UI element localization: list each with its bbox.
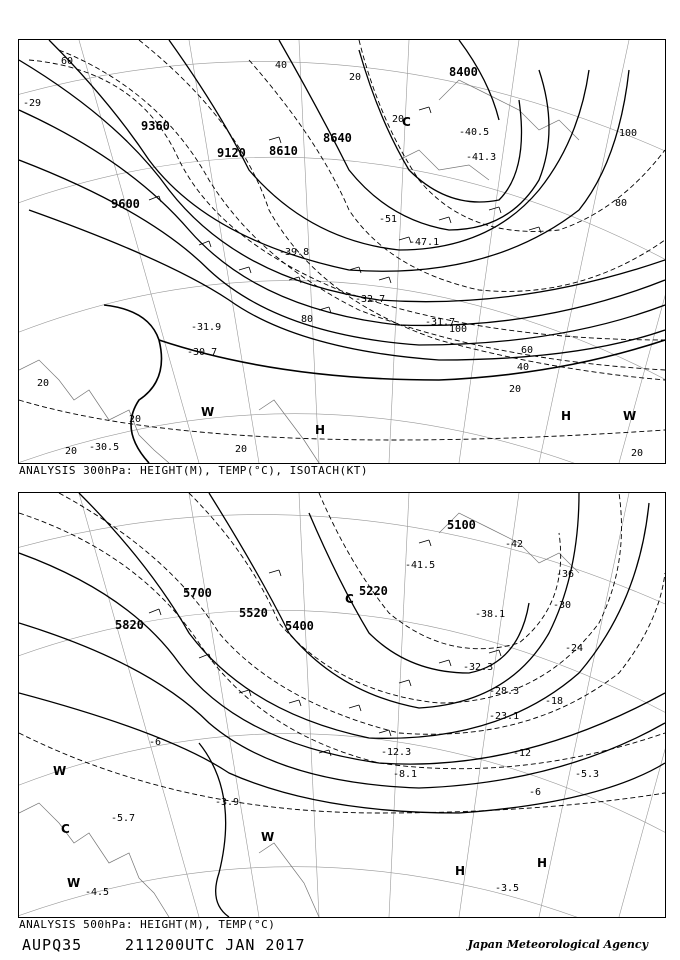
station-temp: -39.8 (279, 247, 310, 258)
panel-caption-500hpa: ANALYSIS 500hPa: HEIGHT(M), TEMP(°C) (19, 918, 276, 931)
station-temp: -41.5 (405, 560, 436, 571)
isotach-label: 20 (129, 414, 142, 425)
high-pressure-marker: H (561, 409, 572, 423)
station-temp: -32.3 (463, 662, 494, 673)
isotach-label: 40 (517, 362, 530, 373)
station-temp: -51 (379, 214, 398, 225)
chart-300hpa (18, 39, 666, 464)
isotach-label: 20 (37, 378, 50, 389)
station-temp: -29 (23, 98, 42, 109)
isotach-label: 80 (301, 314, 314, 325)
warm-marker: W (623, 409, 637, 423)
station-temp: -28.3 (489, 686, 520, 697)
height-label: 5220 (359, 584, 388, 598)
height-label: 5820 (115, 618, 144, 632)
station-temp: -38.1 (475, 609, 506, 620)
map-500hpa (19, 493, 665, 917)
station-temp: -23.1 (489, 711, 520, 722)
station-temp: -5.3 (575, 769, 600, 780)
station-temp: -30.5 (89, 442, 120, 453)
cold-marker: C (345, 592, 354, 606)
temp-label: -24 (565, 643, 584, 654)
warm-marker: W (53, 764, 67, 778)
temp-label: -30 (553, 600, 572, 611)
high-pressure-marker: H (455, 864, 466, 878)
height-label: 8640 (323, 131, 352, 145)
station-temp: -40.5 (459, 127, 490, 138)
isotach-label: 20 (235, 444, 248, 455)
isotach-label: 80 (615, 198, 628, 209)
graticule (19, 493, 665, 917)
height-label: 9120 (217, 146, 246, 160)
warm-marker: W (261, 830, 275, 844)
station-temp: -4.5 (85, 887, 110, 898)
warm-marker: W (67, 876, 81, 890)
temp-label: -36 (556, 569, 575, 580)
isotach-label: 40 (275, 60, 288, 71)
warm-marker: W (201, 405, 215, 419)
isotach-label: 60 (521, 345, 534, 356)
station-temp: -30.7 (187, 347, 218, 358)
station-temp: -8.1 (393, 769, 418, 780)
height-label: 9600 (111, 197, 140, 211)
temp-label: -12 (513, 748, 532, 759)
temp-label: -42 (505, 539, 524, 550)
temp-label: -6 (529, 787, 542, 798)
station-temp: -3.9 (215, 797, 240, 808)
high-pressure-marker: H (537, 856, 548, 870)
isotachs (19, 40, 665, 440)
panel-caption-300hpa: ANALYSIS 300hPa: HEIGHT(M), TEMP(°C), ISOTACH(KT) (19, 464, 369, 477)
station-temp: -47.1 (409, 237, 440, 248)
graticule (19, 40, 665, 463)
station-temp: -41.3 (466, 152, 497, 163)
chart-id: AUPQ35 (22, 936, 83, 954)
station-temp: -3.5 (495, 883, 520, 894)
temp-label: -6 (149, 737, 162, 748)
isotach-label: 20 (65, 446, 78, 457)
map-300hpa (19, 40, 665, 463)
station-temp: -32.7 (355, 294, 386, 305)
cold-marker: C (402, 115, 411, 129)
high-pressure-marker: H (315, 423, 326, 437)
station-temp: -12.3 (381, 747, 412, 758)
isotach-label: 20 (631, 448, 644, 459)
station-temp: -5.7 (111, 813, 136, 824)
valid-time: 211200UTC JAN 2017 (125, 936, 306, 954)
temp-label: -18 (545, 696, 564, 707)
cold-marker: C (61, 822, 70, 836)
isotach-label: 60 (61, 56, 74, 67)
height-label: 8400 (449, 65, 478, 79)
agency-credit: Japan Meteorological Agency (467, 938, 648, 951)
height-label: 8610 (269, 144, 298, 158)
height-label: 5520 (239, 606, 268, 620)
station-temp: -31.7 (425, 317, 456, 328)
chart-500hpa (18, 492, 666, 918)
height-label: 5700 (183, 586, 212, 600)
isotach-label: 20 (349, 72, 362, 83)
height-label: 5400 (285, 619, 314, 633)
height-label: 9360 (141, 119, 170, 133)
station-temp: -31.9 (191, 322, 222, 333)
isotach-label: 20 (509, 384, 522, 395)
isotach-label: 100 (619, 128, 638, 139)
isotach-label: 100 (449, 324, 468, 335)
height-label: 5100 (447, 518, 476, 532)
height-contours (19, 493, 665, 917)
isotach-label: 20 (392, 114, 405, 125)
